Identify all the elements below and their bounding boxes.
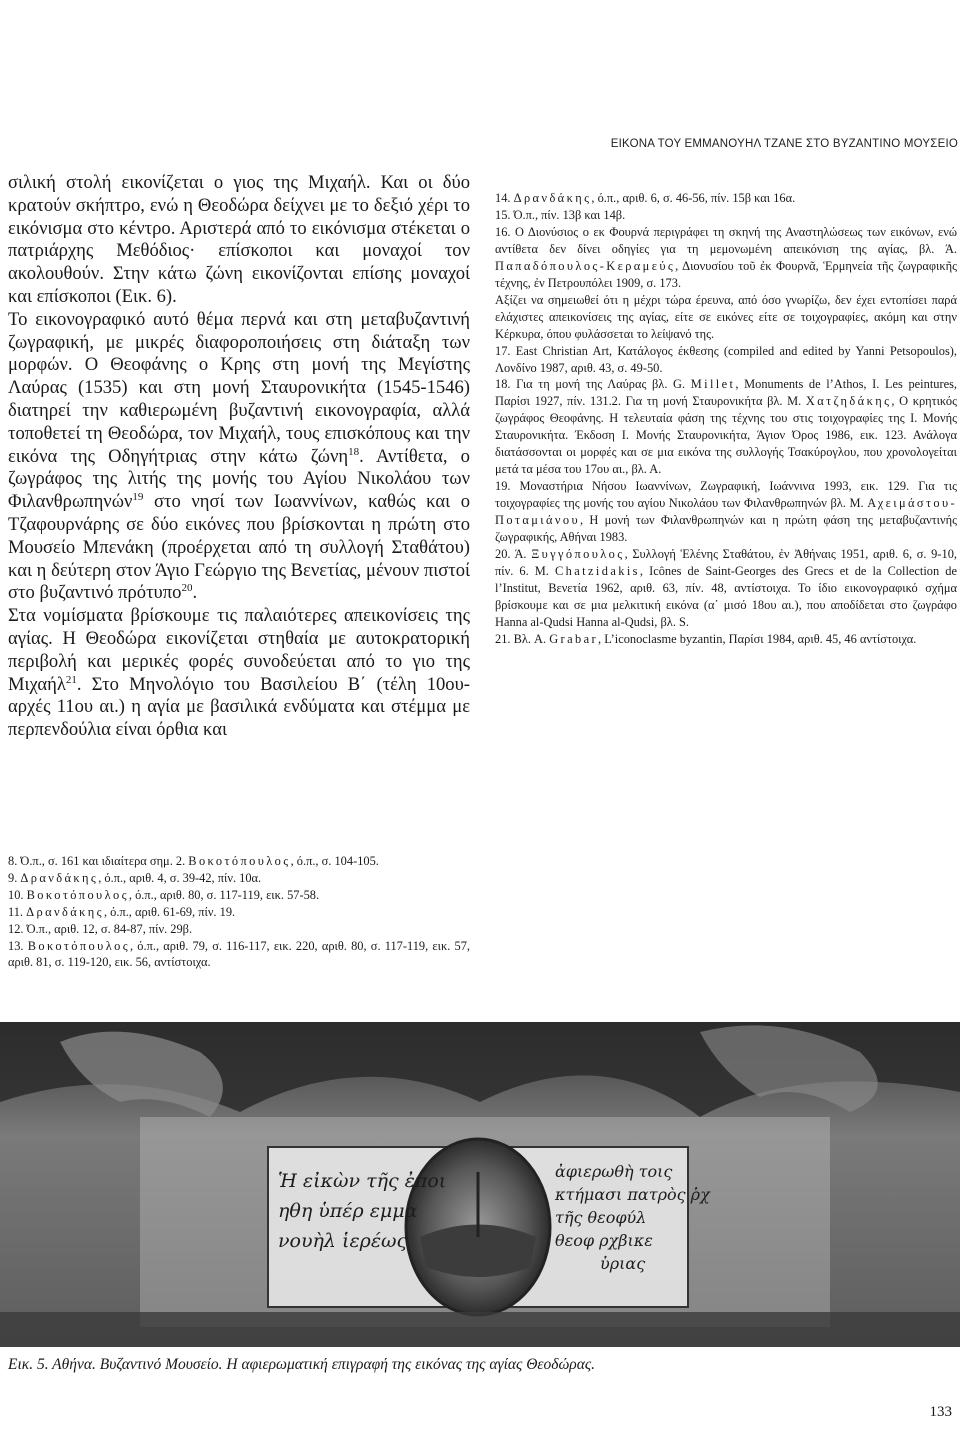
left-footnote [8,938,470,972]
paragraph-2 [8,309,470,605]
footnote-pre: 8. Ό.π., σ. 161 και ιδιαίτερα σημ. 2. [8,854,189,868]
footnote-post: , ό.π., αριθ. 4, σ. 39-42, πίν. 10α. [98,870,262,885]
footnote-post: , ό.π., αριθ. 61-69, πίν. 19. [103,904,236,919]
footnote-sp: Ξυγγόπουλος [531,547,625,562]
paragraph-1 [8,172,470,309]
figure-5-photograph [0,1022,960,1347]
right-footnote [495,190,957,207]
footnote-ref-21[interactable]: 21 [65,673,77,686]
right-footnote [495,224,957,292]
footnote-post: , ό.π., αριθ. 80, σ. 117-119, εικ. 57-58. [128,887,320,902]
footnote-ref-19[interactable]: 19 [132,490,144,503]
footnote-sp: Βοκοτόπουλος [27,938,130,953]
right-footnote [495,546,957,631]
paragraph-1-text: σιλική στολή εικονίζεται ο γιος της Μιχαήλ. Και οι δύο κρατούν σκήπτρο, ενώ η Θεοδώρα δείχνει με το δεξιό χέρι το εικόνισμα στο κέντρο. Αριστερά από το εικόνισμα στέκεται ο πατριάρχης Μεθόδιος· επίσκοποι και μοναχοί τον ακολουθούν. Στην κάτω ζώνη εικονίζονται επίσης μοναχοί και επίσκοποι (Εικ. 6). [8,172,470,307]
footnote-pre: 19. Μοναστήρια Νήσου Ιωαννίνων, Ζωγραφική, Ιωάννινα 1993, εικ. 129. Για τις τοιχογραφίες της μονής του αγίου Νικολάου των Φιλανθρωπηνών βλ. Μ. [495,479,957,511]
footnote-pre: 9. [8,870,21,885]
footnote-pre: 18. Για τη μονή της Λαύρας βλ. G. [495,377,691,392]
paragraph-2-text-b: . Αντίθετα, ο ζωγράφος της λιτής της μονής του Αγίου Νικολάου των Φιλανθρωπηνών [8,445,470,513]
footnote-pre: 13. [8,938,28,953]
right-footnote [495,343,957,377]
inscription-right-line-1: ἀφιερωθὴ τοις [555,1162,673,1181]
paragraph-3-text-b: . Στο Μηνολόγιο του Βασιλείου Β΄ (τέλη 10ου-αρχές 11ου αι.) η αγία με βασιλικά ενδύματα και στέμμα με περπενδούλια είναι όρθια και [8,673,470,741]
inscription-photo [0,1022,960,1347]
paragraph-2-text-a: Το εικονογραφικό αυτό θέμα περνά και στη μεταβυζαντινή ζωγραφική, με μικρές διαφοροποιήσεις στη διάταξη των μορφών. Ο Θεοφάνης ο Κρης στη μονή της Μεγίστης Λαύρας (1535) και στη μονή Σταυρονικήτα (1545-1546) διατηρεί την καθιερωμένη βυζαντινή εικονογραφία, αλλά τοποθετεί τη Θεοδώρα, τον Μιχαήλ, τους επισκόπους και την εικόνα της Οδηγήτριας στην κάτω ζώνη [8,308,470,467]
footnote-sp: Chatzidakis [555,563,640,578]
left-footnote [8,870,470,887]
footnote-pre: Αξίζει να σημειωθεί ότι η μέχρι τώρα έρευνα, από όσο γνωρίζω, δεν έχει εντοπίσει παρά ελάχιστες απεικονίσεις της αγίας, είτε σε εικόνες είτε σε τοιχογραφίες, ακόμη και στην Κέρκυρα, όπου φυλάσσεται το λείψανό της. [495,292,957,341]
footnote-post: , ό.π., αριθ. 79, σ. 116-117, εικ. 220, αριθ. 80, σ. 117-119, εικ. 57, αριθ. 81, σ. 119-120, εικ. 56, αντίστοιχα. [8,938,470,970]
footnote-post: , Συλλογή Ἑλένης Σταθάτου, ἐν Ἀθήναις 1951, αριθ. 6, σ. 9-10, πίν. 6. Μ. [495,547,957,578]
inscription-right-line-4: θεοφ ρχβικε [555,1231,653,1250]
footnote-post: , Monuments de l’Athos, I. Les peintures, Παρίσι 1927, πίν. 131.2. Για τη μονή Σταυρονικήτα βλ. Μ. [495,377,957,409]
footnote-pre: 11. [8,904,27,919]
left-footnote [8,904,470,921]
footnote-post: , L’iconoclasme byzantin, Παρίσι 1984, αριθ. 45, 46 αντίστοιχα. [598,631,917,646]
figure-caption: Εικ. 5. Αθήνα. Βυζαντινό Μουσείο. Η αφιερωματική επιγραφή της εικόνας της αγίας Θεοδώρας. [8,1356,596,1373]
right-footnote [495,292,957,343]
running-head: ΕΙΚΟΝΑ ΤΟΥ ΕΜΜΑΝΟΥΗΛ ΤΖΑΝΕ ΣΤΟ ΒΥΖΑΝΤΙΝΟ ΜΟΥΣΕΙΟ [610,138,958,150]
inscription-left-line-2: ηθη ὑπέρ εμμα [278,1200,418,1222]
footnote-sp: Δρανδάκης [20,870,99,885]
lower-shadow [0,1312,960,1347]
footnote-pre: 15. Ό.π., πίν. 13β και 14β. [495,207,626,222]
right-footnote [495,478,957,546]
paragraph-3 [8,605,470,742]
inscription-left-line-1: Ἡ εἰκὼν τῆς ἐποι [278,1170,447,1192]
inscription-right-line-5: ὑριας [600,1254,646,1273]
page-number: 133 [929,1404,952,1420]
footnote-post: , Ο κρητικός ζωγράφος Θεοφάνης. Η τελευταία φάση της τέχνης του στις τοιχογραφίες της Ι. Μονής Σταυρονικήτα. Έκδοση Ι. Μονής Σταυρονικήτα, Άγιον Όρος 1986, εικ. 123. Ανάλογα διατάσσονται οι μορφές και σε μια εικόνα της συλλογής Τσακύρογλου, που χρονολογείται μετά τα μέσα του 17ου αι., βλ. Α. [495,394,957,477]
footnote-pre: 21. Βλ. A. [495,631,550,646]
footnote-pre: 10. [8,887,27,902]
footnote-sp: Παπαδόπουλος-Κεραμεύς [495,258,676,273]
footnote-post: , Icônes de Saint-Georges des Grecs et de la Collection de l’Institut, Βενετία 1962, αριθ. 63, πίν. 48, αντίστοιχα. Το ίδιο εικονογραφικό σχήμα βρίσκουμε και σε μια μελκιτική εικόνα (α΄ μισό 18ου αι.), που αποδίδεται στο ζωγράφο Hanna al-Qudsi Hanna al-Qudsi, βλ. S. [495,563,957,629]
left-footnote [8,853,470,870]
footnote-pre: 12. Ό.π., αριθ. 12, σ. 84-87, πίν. 29β. [8,921,193,936]
footnote-ref-20[interactable]: 20 [181,582,193,595]
footnote-sp: Millet [690,377,736,392]
right-footnote [495,631,957,648]
inscription-right-line-2: κτήμασι πατρὸς ῥχ [555,1185,710,1204]
paragraph-2-text-d: . [192,582,198,604]
footnote-sp: Αχειμάστου-Ποταμιάνου [495,496,957,528]
footnote-sp: Βοκοτόπουλος [26,887,129,902]
left-footnote [8,921,470,938]
footnote-ref-18[interactable]: 18 [348,445,360,458]
footnote-sp: Grabar [549,631,598,646]
footnote-pre: 20. Ά. [495,547,532,562]
footnote-post: , Η μονή των Φιλανθρωπηνών και η πρώτη φάση της μεταβυζαντινής ζωγραφικής, Αθήναι 1983. [495,513,957,545]
paragraph-3-text-a: Στα νομίσματα βρίσκουμε τις παλαιότερες απεικονίσεις της αγίας. Η Θεοδώρα εικονίζεται στηθαία με αυτοκρατορική περιβολή και μερικές φορές συνοδεύεται από το γιο της Μιχαήλ [8,605,470,695]
footnote-sp: Βοκοτόπουλος [188,854,291,868]
footnote-sp: Δρανδάκης [513,191,592,205]
right-footnote [495,207,957,224]
footnote-sp: Χατζηδάκης [805,394,892,409]
footnote-post: , ό.π., αριθ. 6, σ. 46-56, πίν. 15β και 16α. [591,191,796,205]
inscription-right-line-3: τῆς θεοφύλ [555,1208,647,1227]
main-text-column [8,172,470,742]
footnote-post: , Διονυσίου τοῦ ἐκ Φουρνᾶ, Ἑρμηνεία τῆς ζωγραφικῆς τέχνης, ἐν Πετρουπόλει 1909, σ. 173. [495,258,957,290]
footnote-pre: 16. Ο Διονύσιος ο εκ Φουρνά περιγράφει τη σκηνή της Αναστηλώσεως των εικόνων, ενώ αντίθετα δεν δίνει οδηγίες για τη μεμονωμένη απεικόνιση της αγίας, βλ. Ά. [495,224,957,256]
footnotes-left [8,853,470,971]
footnotes-right [495,190,957,648]
footnote-pre: 14. [495,191,514,205]
inscription-left-line-3: νουὴλ ἱερέως [278,1230,408,1252]
paragraph-2-text-c: στο νησί των Ιωαννίνων, καθώς και ο Τζαφουρνάρης σε δύο εικόνες που βρίσκονται η πρώτη στο Μουσείο Μπενάκη (προέρχεται από τη συλλογή Σταθάτου) και η δεύτερη στον Άγιο Γεώργιο της Βενετίας, μένουν πιστοί στο βυζαντινό πρότυπο [8,491,470,604]
footnote-sp: Δρανδάκης [26,904,104,919]
right-footnote [495,376,957,478]
footnote-pre: 17. East Christian Art, Κατάλογος έκθεσης (compiled and edited by Yanni Petsopoulos), Λονδίνο 1987, αριθ. 43, σ. 49-50. [495,343,957,375]
footnote-post: , ό.π., σ. 104-105. [290,854,379,868]
left-footnote [8,887,470,904]
